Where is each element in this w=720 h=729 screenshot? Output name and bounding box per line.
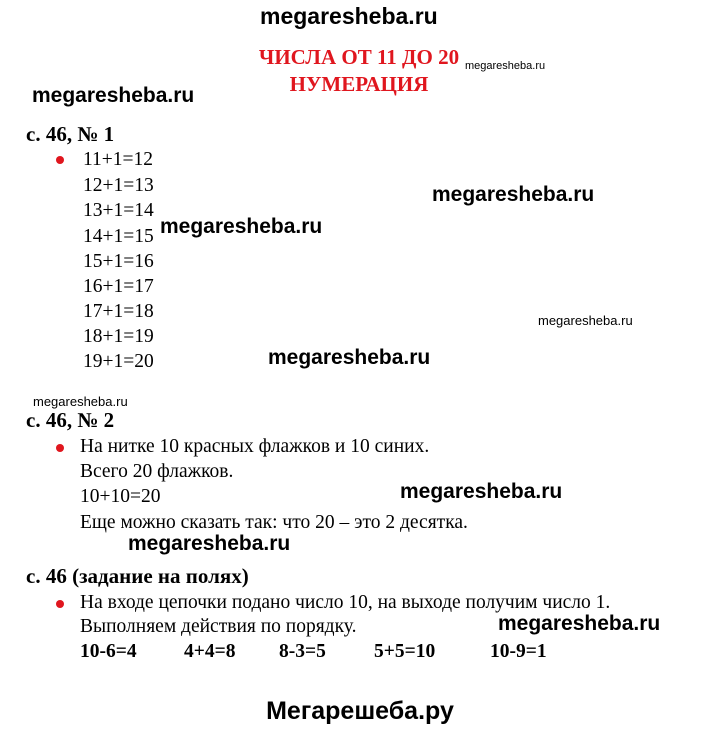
equation: 4+4=8 (184, 641, 236, 662)
section1-line: 18+1=19 (83, 326, 154, 347)
section2-line: 10+10=20 (80, 486, 161, 507)
section1-heading: с. 46, № 1 (26, 122, 115, 146)
section1-line: 14+1=15 (83, 226, 154, 247)
bullet-icon (56, 156, 64, 164)
page-title-line1: ЧИСЛА ОТ 11 ДО 20 (258, 45, 460, 69)
section1-line: 13+1=14 (83, 200, 154, 221)
section1-line: 17+1=18 (83, 301, 154, 322)
watermark-right-2: megaresheba.ru (400, 480, 563, 503)
watermark-right-small: megaresheba.ru (538, 313, 633, 328)
watermark-right-3: megaresheba.ru (498, 612, 661, 635)
equation: 10-9=1 (490, 641, 547, 662)
watermark-left: megaresheba.ru (32, 84, 195, 107)
bullet-icon (56, 600, 64, 608)
equation: 8-3=5 (279, 641, 326, 662)
section1-line: 12+1=13 (83, 175, 154, 196)
watermark-mid-2: megaresheba.ru (268, 346, 431, 369)
watermark-mid-1: megaresheba.ru (160, 215, 323, 238)
watermark-title-side: megaresheba.ru (465, 60, 546, 72)
watermark-top: megaresheba.ru (260, 3, 438, 29)
section2-line: На нитке 10 красных флажков и 10 синих. (80, 436, 430, 457)
section1-line: 16+1=17 (83, 276, 154, 297)
section2-line: Всего 20 флажков. (80, 461, 234, 482)
bullet-icon (56, 444, 64, 452)
watermark-right-1: megaresheba.ru (432, 183, 595, 206)
section3-line: Выполняем действия по порядку. (80, 616, 357, 637)
equation: 10-6=4 (80, 641, 137, 662)
section3-heading: с. 46 (задание на полях) (26, 564, 249, 588)
watermark-left-small: megaresheba.ru (33, 394, 128, 409)
page-title-line2: НУМЕРАЦИЯ (289, 72, 429, 96)
section1-line: 19+1=20 (83, 351, 154, 372)
footer-brand: Мегарешеба.ру (266, 697, 454, 725)
section2-heading: с. 46, № 2 (26, 408, 115, 432)
section1-line: 15+1=16 (83, 251, 154, 272)
section1-line: 11+1=12 (83, 149, 154, 170)
watermark-mid-3: megaresheba.ru (128, 532, 291, 555)
section2-line: Еще можно сказать так: что 20 – это 2 десятка. (80, 512, 468, 533)
section3-line: На входе цепочки подано число 10, на выходе получим число 1. (80, 592, 611, 613)
equation: 5+5=10 (374, 641, 436, 662)
